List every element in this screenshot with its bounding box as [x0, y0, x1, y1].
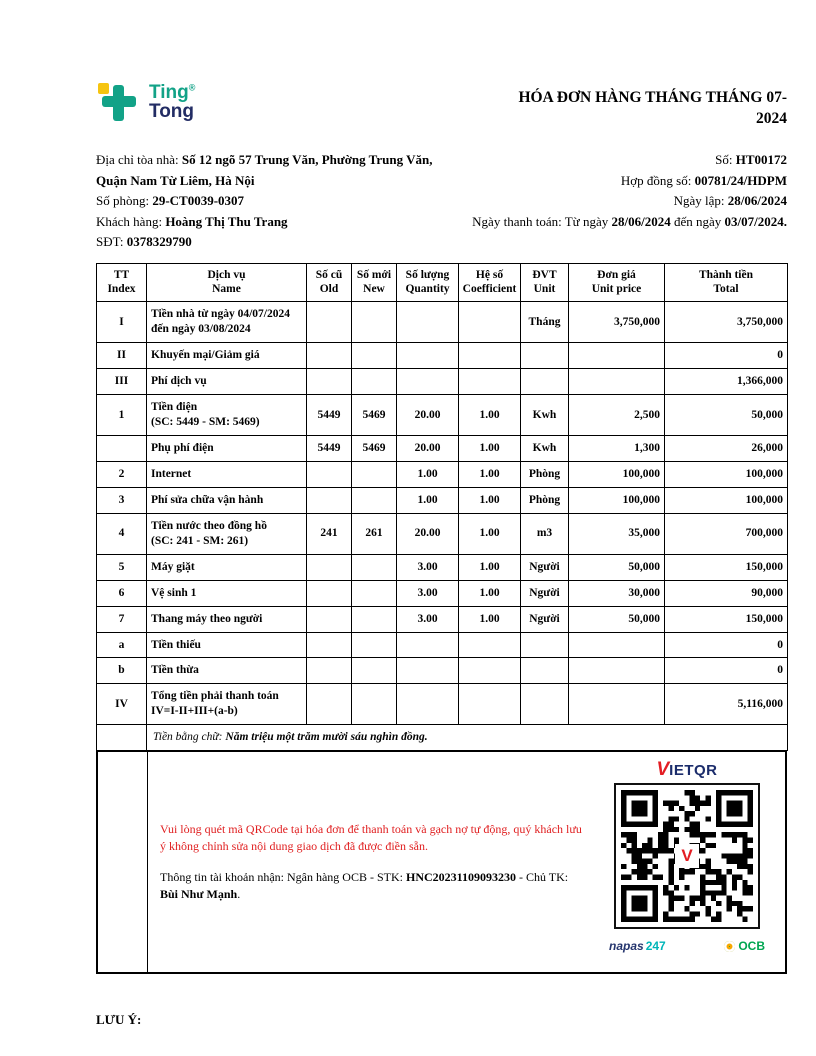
- customer-phone: SĐT: 0378329790: [96, 234, 192, 249]
- new-reading: [352, 487, 397, 513]
- vietqr-logo: VIETQR: [656, 759, 718, 781]
- total: 90,000: [665, 580, 788, 606]
- total: 150,000: [665, 606, 788, 632]
- table-row: [97, 632, 788, 658]
- unit-price: 2,500: [569, 395, 665, 436]
- unit-price: [569, 369, 665, 395]
- new-reading: [352, 302, 397, 343]
- row-index: a: [97, 632, 147, 658]
- unit-price: 100,000: [569, 487, 665, 513]
- issue-date: Ngày lập: 28/06/2024: [673, 193, 787, 208]
- total: 1,366,000: [665, 369, 788, 395]
- unit: Kwh: [521, 395, 569, 436]
- new-reading: [352, 461, 397, 487]
- coefficient: [459, 684, 521, 725]
- table-row: [97, 461, 788, 487]
- receiving-account-info: Thông tin tài khoản nhận: Ngân hàng OCB - STK: HNC20231109093230 - Chủ TK: Bùi Như Mạnh.: [160, 870, 569, 902]
- old-reading: [307, 369, 352, 395]
- unit: [521, 343, 569, 369]
- payment-instructions: [148, 752, 593, 972]
- service-table: [96, 263, 788, 752]
- table-header-row: [97, 263, 788, 302]
- coefficient: [459, 302, 521, 343]
- coefficient: 1.00: [459, 395, 521, 436]
- payment-period: Ngày thanh toán: Từ ngày 28/06/2024 đến ngày 03/07/2024.: [472, 213, 787, 229]
- row-index: II: [97, 343, 147, 369]
- new-reading: [352, 343, 397, 369]
- invoice-info: [96, 150, 787, 253]
- unit: Phòng: [521, 487, 569, 513]
- header: [96, 80, 787, 138]
- qr-payment-notice: Vui lòng quét mã QRCode tại hóa đơn để thanh toán và gạch nợ tự động, quý khách lưu ý không chỉnh sửa nội dung giao dịch đã được điền sẵn.: [160, 822, 582, 854]
- total: 150,000: [665, 554, 788, 580]
- old-reading: [307, 684, 352, 725]
- unit: Phòng: [521, 461, 569, 487]
- table-row: [97, 343, 788, 369]
- row-index: IV: [97, 684, 147, 725]
- new-reading: [352, 369, 397, 395]
- quantity: [397, 343, 459, 369]
- unit: Người: [521, 580, 569, 606]
- ocb-mark-icon: [724, 941, 735, 952]
- unit: [521, 658, 569, 684]
- tingtong-logo: [96, 80, 195, 124]
- unit-price: [569, 658, 665, 684]
- row-index: 4: [97, 513, 147, 554]
- row-index: 6: [97, 580, 147, 606]
- total: 100,000: [665, 487, 788, 513]
- ocb-logo: OCB: [724, 939, 765, 953]
- new-reading: [352, 684, 397, 725]
- total: 0: [665, 658, 788, 684]
- coefficient: [459, 369, 521, 395]
- service-name: Phụ phí điện: [147, 436, 307, 462]
- quantity: 3.00: [397, 580, 459, 606]
- tingtong-cross-icon: [96, 80, 140, 124]
- service-name: Máy giặt: [147, 554, 307, 580]
- total: 100,000: [665, 461, 788, 487]
- total: 50,000: [665, 395, 788, 436]
- coefficient: 1.00: [459, 513, 521, 554]
- old-reading: 5449: [307, 436, 352, 462]
- quantity: 20.00: [397, 513, 459, 554]
- new-reading: [352, 580, 397, 606]
- invoice-title: HÓA ĐƠN HÀNG THÁNG THÁNG 07- 2024: [518, 89, 787, 127]
- qr-block: [593, 752, 781, 972]
- coefficient: 1.00: [459, 554, 521, 580]
- new-reading: [352, 632, 397, 658]
- row-index: [97, 436, 147, 462]
- new-reading: [352, 606, 397, 632]
- unit-price: 1,300: [569, 436, 665, 462]
- table-row: [97, 554, 788, 580]
- col-header-quantity: Số lượng Quantity: [397, 263, 459, 302]
- old-reading: [307, 554, 352, 580]
- invoice-number: Số: HT00172: [715, 152, 787, 167]
- new-reading: [352, 658, 397, 684]
- service-table-body: [97, 302, 788, 725]
- table-row: [97, 302, 788, 343]
- table-row: [97, 369, 788, 395]
- old-reading: [307, 658, 352, 684]
- row-index: 2: [97, 461, 147, 487]
- total: 700,000: [665, 513, 788, 554]
- service-name: Phí sửa chữa vận hành: [147, 487, 307, 513]
- table-row: [97, 436, 788, 462]
- row-index: 3: [97, 487, 147, 513]
- new-reading: 5469: [352, 436, 397, 462]
- new-reading: 5469: [352, 395, 397, 436]
- new-reading: [352, 554, 397, 580]
- old-reading: [307, 487, 352, 513]
- quantity: [397, 369, 459, 395]
- building-address: Địa chỉ tòa nhà: Số 12 ngõ 57 Trung Văn, Phường Trung Văn,: [96, 152, 433, 167]
- unit-price: [569, 632, 665, 658]
- unit: Kwh: [521, 436, 569, 462]
- qr-center-logo: V: [675, 844, 699, 868]
- coefficient: [459, 658, 521, 684]
- table-row: [97, 684, 788, 725]
- building-address-line2: Quận Nam Từ Liêm, Hà Nội: [96, 172, 255, 188]
- total: 26,000: [665, 436, 788, 462]
- unit: [521, 684, 569, 725]
- old-reading: [307, 343, 352, 369]
- unit: Người: [521, 606, 569, 632]
- old-reading: [307, 632, 352, 658]
- quantity: 1.00: [397, 461, 459, 487]
- customer-name: Khách hàng: Hoàng Thị Thu Trang: [96, 213, 288, 229]
- napas-logo: napas 247: [609, 939, 666, 954]
- table-row: [97, 658, 788, 684]
- unit: [521, 632, 569, 658]
- tingtong-logo-text: Ting® Tong: [149, 81, 196, 122]
- table-row: [97, 395, 788, 436]
- amount-in-words-row: [97, 725, 788, 751]
- old-reading: [307, 580, 352, 606]
- coefficient: 1.00: [459, 487, 521, 513]
- col-header-name: Dịch vụ Name: [147, 263, 307, 302]
- table-row: [97, 513, 788, 554]
- room-number: Số phòng: 29-CT0039-0307: [96, 193, 245, 208]
- service-name: Khuyến mại/Giảm giá: [147, 343, 307, 369]
- total: 0: [665, 343, 788, 369]
- service-name: Tiền nhà từ ngày 04/07/2024 đến ngày 03/08/2024: [147, 302, 307, 343]
- unit: m3: [521, 513, 569, 554]
- amount-in-words: Tiền bằng chữ: Năm triệu một trăm mười sáu nghìn đồng.: [147, 725, 788, 751]
- total: 5,116,000: [665, 684, 788, 725]
- unit-price: 100,000: [569, 461, 665, 487]
- col-header-unit: ĐVT Unit: [521, 263, 569, 302]
- payment-qr-code: [614, 783, 760, 929]
- footer-note: LƯU Ý:: [96, 1012, 142, 1028]
- row-index: 5: [97, 554, 147, 580]
- new-reading: 261: [352, 513, 397, 554]
- row-index: 7: [97, 606, 147, 632]
- service-name: Phí dịch vụ: [147, 369, 307, 395]
- quantity: [397, 302, 459, 343]
- unit-price: [569, 343, 665, 369]
- service-name: Tiền điện (SC: 5449 - SM: 5469): [147, 395, 307, 436]
- unit: Tháng: [521, 302, 569, 343]
- coefficient: 1.00: [459, 606, 521, 632]
- quantity: 20.00: [397, 395, 459, 436]
- service-name: Tiền nước theo đồng hồ (SC: 241 - SM: 261): [147, 513, 307, 554]
- service-name: Thang máy theo người: [147, 606, 307, 632]
- coefficient: 1.00: [459, 580, 521, 606]
- col-header-unit-price: Đơn giá Unit price: [569, 263, 665, 302]
- quantity: 20.00: [397, 436, 459, 462]
- quantity: [397, 658, 459, 684]
- old-reading: 241: [307, 513, 352, 554]
- unit: [521, 369, 569, 395]
- col-header-coefficient: Hệ số Coefficient: [459, 263, 521, 302]
- unit-price: 35,000: [569, 513, 665, 554]
- quantity: [397, 632, 459, 658]
- service-name: Internet: [147, 461, 307, 487]
- quantity: 3.00: [397, 554, 459, 580]
- quantity: 1.00: [397, 487, 459, 513]
- old-reading: [307, 302, 352, 343]
- contract-number: Hợp đồng số: 00781/24/HDPM: [620, 172, 787, 188]
- coefficient: [459, 632, 521, 658]
- row-index: III: [97, 369, 147, 395]
- table-row: [97, 580, 788, 606]
- payment-section-left-strip: [98, 752, 148, 972]
- unit-price: 50,000: [569, 606, 665, 632]
- old-reading: [307, 606, 352, 632]
- unit: Người: [521, 554, 569, 580]
- table-row: [97, 487, 788, 513]
- quantity: 3.00: [397, 606, 459, 632]
- unit-price: 50,000: [569, 554, 665, 580]
- row-index: I: [97, 302, 147, 343]
- service-name: Tiền thừa: [147, 658, 307, 684]
- col-header-index: TT Index: [97, 263, 147, 302]
- old-reading: 5449: [307, 395, 352, 436]
- coefficient: [459, 343, 521, 369]
- amount-in-words-index-cell: [97, 725, 147, 751]
- service-name: Tổng tiền phải thanh toán IV=I-II+III+(a-b): [147, 684, 307, 725]
- row-index: b: [97, 658, 147, 684]
- service-name: Vệ sinh 1: [147, 580, 307, 606]
- unit-price: 3,750,000: [569, 302, 665, 343]
- quantity: [397, 684, 459, 725]
- total: 0: [665, 632, 788, 658]
- unit-price: [569, 684, 665, 725]
- col-header-total: Thành tiền Total: [665, 263, 788, 302]
- col-header-old: Số cũ Old: [307, 263, 352, 302]
- row-index: 1: [97, 395, 147, 436]
- unit-price: 30,000: [569, 580, 665, 606]
- old-reading: [307, 461, 352, 487]
- coefficient: 1.00: [459, 461, 521, 487]
- col-header-new: Số mới New: [352, 263, 397, 302]
- table-row: [97, 606, 788, 632]
- service-name: Tiền thiếu: [147, 632, 307, 658]
- coefficient: 1.00: [459, 436, 521, 462]
- payment-section: [96, 750, 787, 974]
- total: 3,750,000: [665, 302, 788, 343]
